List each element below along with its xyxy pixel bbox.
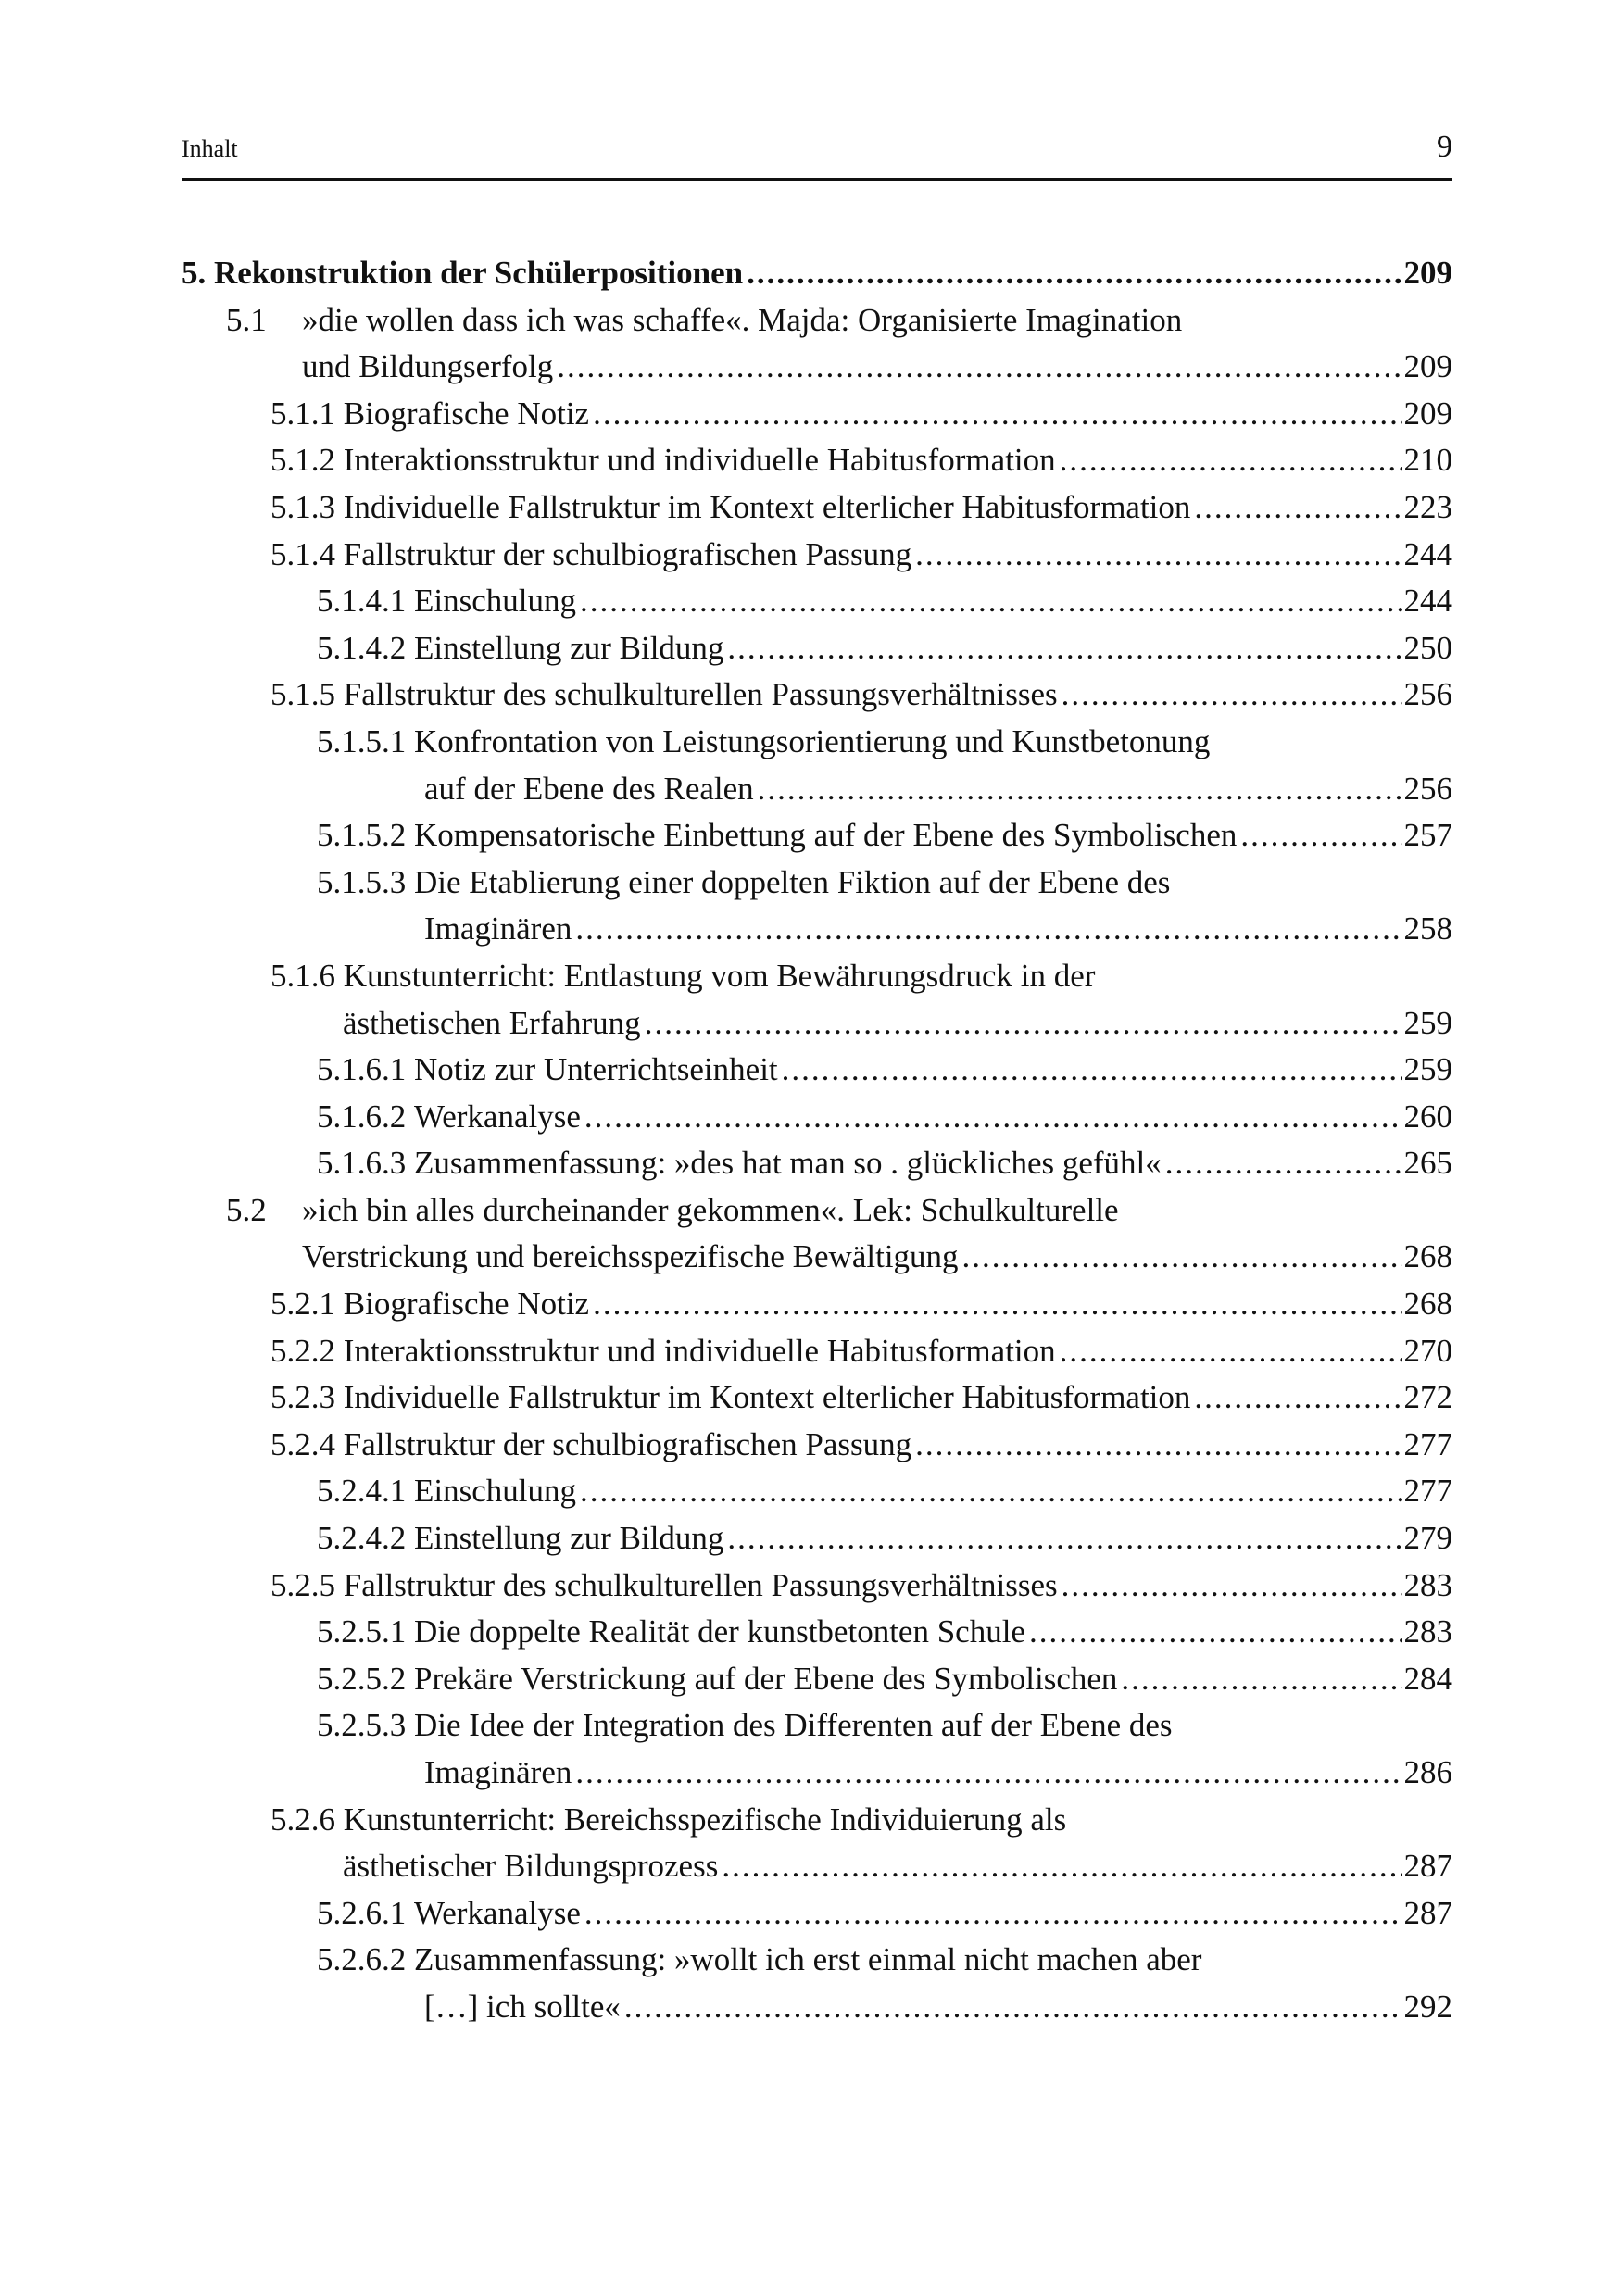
toc-entry-subsection[interactable]	[182, 1422, 1452, 1469]
toc-number: 5.1.4	[270, 535, 335, 572]
toc-entry-subsubsection[interactable]	[182, 812, 1452, 859]
toc-number: 5.2.5.1	[317, 1613, 407, 1650]
toc-entry-subsection[interactable]	[182, 1797, 1452, 1844]
toc-title-continued: ästhetischen Erfahrung	[343, 1004, 641, 1041]
dot-leader	[915, 1422, 1401, 1469]
dot-leader	[722, 1843, 1401, 1890]
toc-page: 259	[1403, 1004, 1452, 1041]
toc-page: 268	[1403, 1238, 1452, 1275]
toc-title: Zusammenfassung: »wollt ich erst einmal nicht machen aber	[414, 1941, 1202, 1978]
dot-leader	[557, 344, 1401, 391]
dot-leader	[1240, 812, 1401, 859]
dot-leader	[593, 391, 1401, 438]
dot-leader	[962, 1234, 1402, 1281]
toc-number: 5.1.5.3	[317, 863, 407, 900]
toc-page: 292	[1403, 1988, 1452, 2025]
toc-entry-continuation[interactable]	[182, 766, 1452, 813]
toc-title: Interaktionsstruktur und individuelle Habitusformation	[343, 1332, 1056, 1369]
toc-title-continued: Imaginären	[424, 910, 572, 947]
toc-title: Biografische Notiz	[343, 395, 590, 432]
toc-entry-subsubsection[interactable]	[182, 719, 1452, 766]
dot-leader	[575, 1750, 1401, 1797]
toc-number: 5.1.6.1	[317, 1051, 407, 1088]
toc-title: Interaktionsstruktur und individuelle Habitusformation	[343, 442, 1056, 479]
dot-leader	[1029, 1609, 1402, 1656]
toc-title-continued: […] ich sollte«	[424, 1988, 621, 2025]
toc-page: 279	[1403, 1520, 1452, 1557]
toc-page: 250	[1403, 629, 1452, 666]
toc-page: 256	[1403, 770, 1452, 807]
toc-title: Fallstruktur der schulbiografischen Passung	[343, 1425, 912, 1462]
toc-title: Biografische Notiz	[343, 1286, 590, 1323]
toc-title: Einschulung	[414, 1473, 576, 1510]
toc-entry-subsection[interactable]	[182, 1281, 1452, 1328]
dot-leader	[1060, 437, 1402, 484]
toc-entry-section[interactable]	[182, 1187, 1452, 1235]
toc-number: 5.1.6.3	[317, 1145, 407, 1182]
toc-entry-subsubsection[interactable]	[182, 1656, 1452, 1703]
toc-number: 5.1.4.1	[317, 583, 407, 620]
toc-title: Werkanalyse	[414, 1894, 581, 1931]
toc-title: »ich bin alles durcheinander gekommen«. Lek: Schulkulturelle	[302, 1191, 1119, 1228]
toc-entry-subsubsection[interactable]	[182, 1468, 1452, 1515]
toc-entry-subsubsection[interactable]	[182, 578, 1452, 625]
toc-number: 5.1.6	[270, 957, 335, 994]
toc-entry-subsubsection[interactable]	[182, 1890, 1452, 1938]
toc-entry-continuation[interactable]	[182, 1984, 1452, 2031]
dot-leader	[1062, 1562, 1402, 1610]
running-head: Inhalt	[182, 135, 238, 162]
toc-number: 5.1.1	[270, 395, 335, 432]
toc-title: Notiz zur Unterrichtseinheit	[414, 1051, 778, 1088]
toc-entry-subsubsection[interactable]	[182, 1702, 1452, 1750]
toc-title: Zusammenfassung: »des hat man so . glückliches gefühl«	[414, 1145, 1162, 1182]
toc-number: 5.1.5	[270, 676, 335, 713]
toc-number: 5.1	[226, 301, 267, 338]
toc-page: 259	[1403, 1051, 1452, 1088]
toc-entry-continuation[interactable]	[182, 1000, 1452, 1048]
toc-title: Kompensatorische Einbettung auf der Ebene des Symbolischen	[414, 817, 1238, 854]
toc-number: 5.1.3	[270, 488, 335, 525]
toc-page: 287	[1403, 1848, 1452, 1885]
toc-title: Fallstruktur der schulbiografischen Passung	[343, 535, 912, 572]
dot-leader	[1060, 1328, 1402, 1375]
toc-number: 5.2.6.1	[317, 1894, 407, 1931]
toc-title: Konfrontation von Leistungsorientierung und Kunstbetonung	[414, 722, 1211, 759]
toc-number: 5.2.2	[270, 1332, 335, 1369]
toc-page: 284	[1403, 1660, 1452, 1697]
toc-entry-subsection[interactable]	[182, 391, 1452, 438]
dot-leader	[575, 906, 1401, 953]
dot-leader	[1194, 484, 1401, 532]
toc-entry-subsection[interactable]	[182, 1328, 1452, 1375]
toc-page: 286	[1403, 1754, 1452, 1790]
toc-page: 277	[1403, 1473, 1452, 1510]
toc-page: 223	[1403, 488, 1452, 525]
toc-page: 209	[1403, 348, 1452, 385]
toc-title: Werkanalyse	[414, 1098, 581, 1135]
toc-entry-section[interactable]	[182, 297, 1452, 345]
dot-leader	[1062, 671, 1402, 719]
dot-leader	[1165, 1140, 1402, 1187]
toc-page: 283	[1403, 1566, 1452, 1603]
toc-page: 209	[1403, 395, 1452, 432]
page-header	[182, 130, 1452, 181]
dot-leader	[580, 1468, 1402, 1515]
toc-entry-subsubsection[interactable]	[182, 1937, 1452, 1984]
toc-title: Einstellung zur Bildung	[414, 1520, 724, 1557]
toc-title: Fallstruktur des schulkulturellen Passungsverhältnisses	[343, 676, 1058, 713]
toc-number: 5.1.6.2	[317, 1098, 407, 1135]
toc-page: 272	[1403, 1379, 1452, 1416]
toc-page: 244	[1403, 583, 1452, 620]
toc-number: 5.	[182, 255, 207, 291]
toc-entry-subsection[interactable]	[182, 671, 1452, 719]
toc-page: 244	[1403, 535, 1452, 572]
toc-entry-subsection[interactable]	[182, 953, 1452, 1000]
toc-title-continued: Imaginären	[424, 1754, 572, 1790]
toc-entry-subsubsection[interactable]	[182, 1094, 1452, 1141]
toc-title: Kunstunterricht: Bereichsspezifische Individuierung als	[343, 1800, 1067, 1838]
toc-number: 5.1.5.1	[317, 722, 407, 759]
toc-entry-continuation[interactable]	[182, 1750, 1452, 1797]
toc-page: 287	[1403, 1894, 1452, 1931]
dot-leader	[915, 532, 1401, 579]
toc-title-continued: und Bildungserfolg	[302, 348, 554, 385]
toc-number: 5.1.5.2	[317, 817, 407, 854]
toc-title: Einschulung	[414, 583, 576, 620]
toc-number: 5.2.6	[270, 1800, 335, 1838]
toc-page: 257	[1403, 817, 1452, 854]
toc-title: Einstellung zur Bildung	[414, 629, 724, 666]
dot-leader	[758, 766, 1402, 813]
toc-entry-subsection[interactable]	[182, 532, 1452, 579]
dot-leader	[645, 1000, 1402, 1048]
dot-leader	[624, 1984, 1402, 2031]
toc-title: Prekäre Verstrickung auf der Ebene des Symbolischen	[414, 1660, 1118, 1697]
dot-leader	[580, 578, 1402, 625]
toc-page: 258	[1403, 910, 1452, 947]
toc-title-continued: ästhetischer Bildungsprozess	[343, 1848, 719, 1885]
toc-entry-subsubsection[interactable]	[182, 1515, 1452, 1562]
toc-entry-subsection[interactable]	[182, 1374, 1452, 1422]
toc-page: 268	[1403, 1286, 1452, 1323]
dot-leader	[593, 1281, 1401, 1328]
toc-title: Rekonstruktion der Schülerpositionen	[214, 255, 744, 291]
toc-number: 5.2.4.2	[317, 1520, 407, 1557]
toc-entry-continuation[interactable]	[182, 1843, 1452, 1890]
toc-title-continued: Verstrickung und bereichsspezifische Bewältigung	[302, 1238, 959, 1275]
toc-page: 265	[1403, 1145, 1452, 1182]
toc-entry-subsubsection[interactable]	[182, 625, 1452, 672]
toc-page: 209	[1403, 255, 1452, 291]
dot-leader	[584, 1094, 1402, 1141]
toc-entry-subsection[interactable]	[182, 484, 1452, 532]
toc-entry-subsubsection[interactable]	[182, 859, 1452, 907]
toc-title-continued: auf der Ebene des Realen	[424, 770, 754, 807]
toc-page: 277	[1403, 1425, 1452, 1462]
dot-leader	[727, 625, 1401, 672]
toc-title: Die Etablierung einer doppelten Fiktion auf der Ebene des	[414, 863, 1171, 900]
dot-leader	[1194, 1374, 1401, 1422]
toc-page: 256	[1403, 676, 1452, 713]
toc-number: 5.1.2	[270, 442, 335, 479]
toc-number: 5.2.6.2	[317, 1941, 407, 1978]
toc-number: 5.2.5	[270, 1566, 335, 1603]
toc-entry-subsubsection[interactable]	[182, 1047, 1452, 1094]
toc-number: 5.2	[226, 1191, 267, 1228]
toc-entry-subsubsection[interactable]	[182, 1140, 1452, 1187]
toc-page: 260	[1403, 1098, 1452, 1135]
dot-leader	[782, 1047, 1402, 1094]
page-number: 9	[1437, 130, 1452, 164]
dot-leader	[727, 1515, 1401, 1562]
toc-entry-subsection[interactable]	[182, 437, 1452, 484]
dot-leader	[584, 1890, 1402, 1938]
toc-title: Die Idee der Integration des Differenten auf der Ebene des	[414, 1707, 1173, 1744]
toc-page: 210	[1403, 442, 1452, 479]
dot-leader	[1121, 1656, 1401, 1703]
toc-entry-subsection[interactable]	[182, 1562, 1452, 1610]
toc-number: 5.2.4	[270, 1425, 335, 1462]
toc-page: 283	[1403, 1613, 1452, 1650]
toc-title: Individuelle Fallstruktur im Kontext elterlicher Habitusformation	[343, 1379, 1191, 1416]
toc-title: Fallstruktur des schulkulturellen Passungsverhältnisses	[343, 1566, 1058, 1603]
toc-number: 5.2.3	[270, 1379, 335, 1416]
table-of-contents	[182, 250, 1452, 2031]
toc-title: Die doppelte Realität der kunstbetonten Schule	[414, 1613, 1025, 1650]
toc-number: 5.2.1	[270, 1286, 335, 1323]
toc-page: 270	[1403, 1332, 1452, 1369]
toc-title: »die wollen dass ich was schaffe«. Majda: Organisierte Imagination	[302, 301, 1183, 338]
toc-entry-continuation[interactable]	[182, 344, 1452, 391]
toc-title: Kunstunterricht: Entlastung vom Bewährungsdruck in der	[343, 957, 1096, 994]
toc-number: 5.2.4.1	[317, 1473, 407, 1510]
toc-entry-subsubsection[interactable]	[182, 1609, 1452, 1656]
toc-entry-continuation[interactable]	[182, 906, 1452, 953]
toc-number: 5.2.5.2	[317, 1660, 407, 1697]
toc-number: 5.1.4.2	[317, 629, 407, 666]
dot-leader	[747, 250, 1401, 297]
toc-title: Individuelle Fallstruktur im Kontext elterlicher Habitusformation	[343, 488, 1191, 525]
toc-number: 5.2.5.3	[317, 1707, 407, 1744]
toc-entry-chapter[interactable]	[182, 250, 1452, 297]
toc-entry-continuation[interactable]	[182, 1234, 1452, 1281]
